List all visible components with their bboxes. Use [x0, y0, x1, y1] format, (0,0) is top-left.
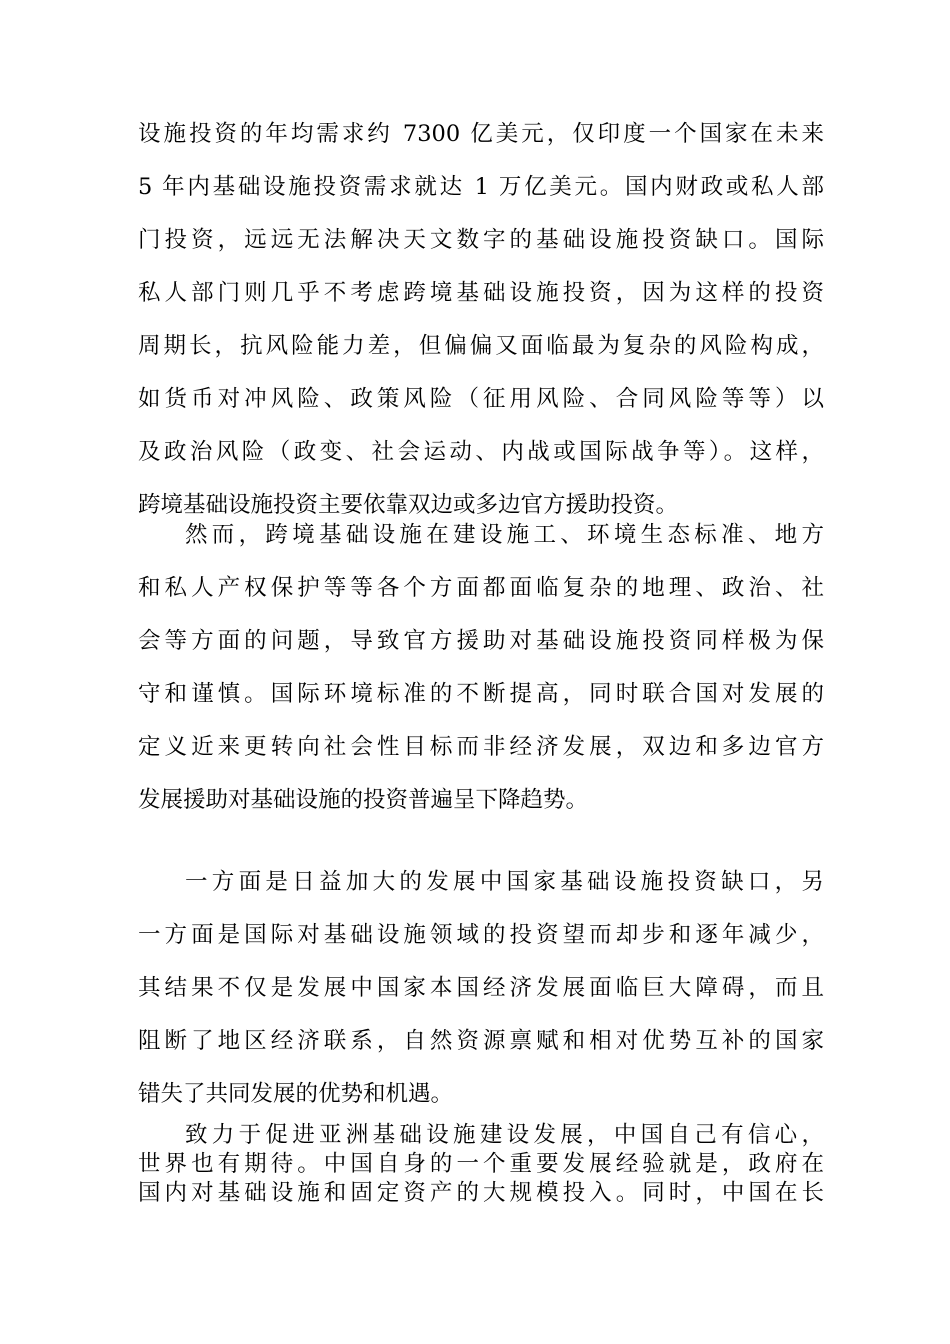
paragraph-line: 国内对基础设施和固定资产的大规模投入。同时，中国在长: [138, 1180, 824, 1206]
paragraph-line: 如货币对冲风险、政策风险（征用风险、合同风险等等）以: [138, 386, 824, 412]
paragraph-line: 门投资，远远无法解决天文数字的基础设施投资缺口。国际: [138, 227, 824, 253]
paragraph-line: 定义近来更转向社会性目标而非经济发展，双边和多边官方: [138, 734, 824, 760]
paragraph-3: [138, 856, 824, 1121]
paragraph-line: 其结果不仅是发展中国家本国经济发展面临巨大障碍，而且: [138, 975, 824, 1001]
paragraph-line: 私人部门则几乎不考虑跨境基础设施投资，因为这样的投资: [138, 280, 824, 306]
paragraph-2: [138, 509, 824, 827]
paragraph-line: 错失了共同发展的优势和机遇。: [138, 1081, 454, 1107]
paragraph-line: 跨境基础设施投资主要依靠双边或多边官方援助投资。: [138, 492, 679, 518]
paragraph-line: 5 年内基础设施投资需求就达 1 万亿美元。国内财政或私人部: [138, 174, 824, 200]
paragraph-line: 一方面是国际对基础设施领域的投资望而却步和逐年减少，: [138, 922, 824, 948]
paragraph-line: 一方面是日益加大的发展中国家基础设施投资缺口，另: [185, 869, 824, 895]
paragraph-line: 阻断了地区经济联系，自然资源禀赋和相对优势互补的国家: [138, 1028, 824, 1054]
paragraph-line: 会等方面的问题，导致官方援助对基础设施投资同样极为保: [138, 628, 824, 654]
paragraph-line: 及政治风险（政变、社会运动、内战或国际战争等）。这样，: [138, 439, 824, 465]
paragraph-line: 世界也有期待。中国自身的一个重要发展经验就是，政府在: [138, 1151, 824, 1177]
paragraph-line: 致力于促进亚洲基础设施建设发展，中国自己有信心，: [185, 1122, 824, 1148]
paragraph-line: 和私人产权保护等等各个方面都面临复杂的地理、政治、社: [138, 575, 824, 601]
paragraph-4: [138, 1121, 824, 1208]
paragraph-line: 发展援助对基础设施的投资普遍呈下降趋势。: [138, 787, 589, 813]
paragraph-line: 设施投资的年均需求约 7300 亿美元，仅印度一个国家在未来: [138, 121, 824, 147]
paragraph-1: [138, 108, 824, 532]
paragraph-line: 周期长，抗风险能力差，但偏偏又面临最为复杂的风险构成，: [138, 333, 824, 359]
paragraph-line: 守和谨慎。国际环境标准的不断提高，同时联合国对发展的: [138, 681, 824, 707]
paragraph-line: 然而，跨境基础设施在建设施工、环境生态标准、地方: [185, 522, 824, 548]
